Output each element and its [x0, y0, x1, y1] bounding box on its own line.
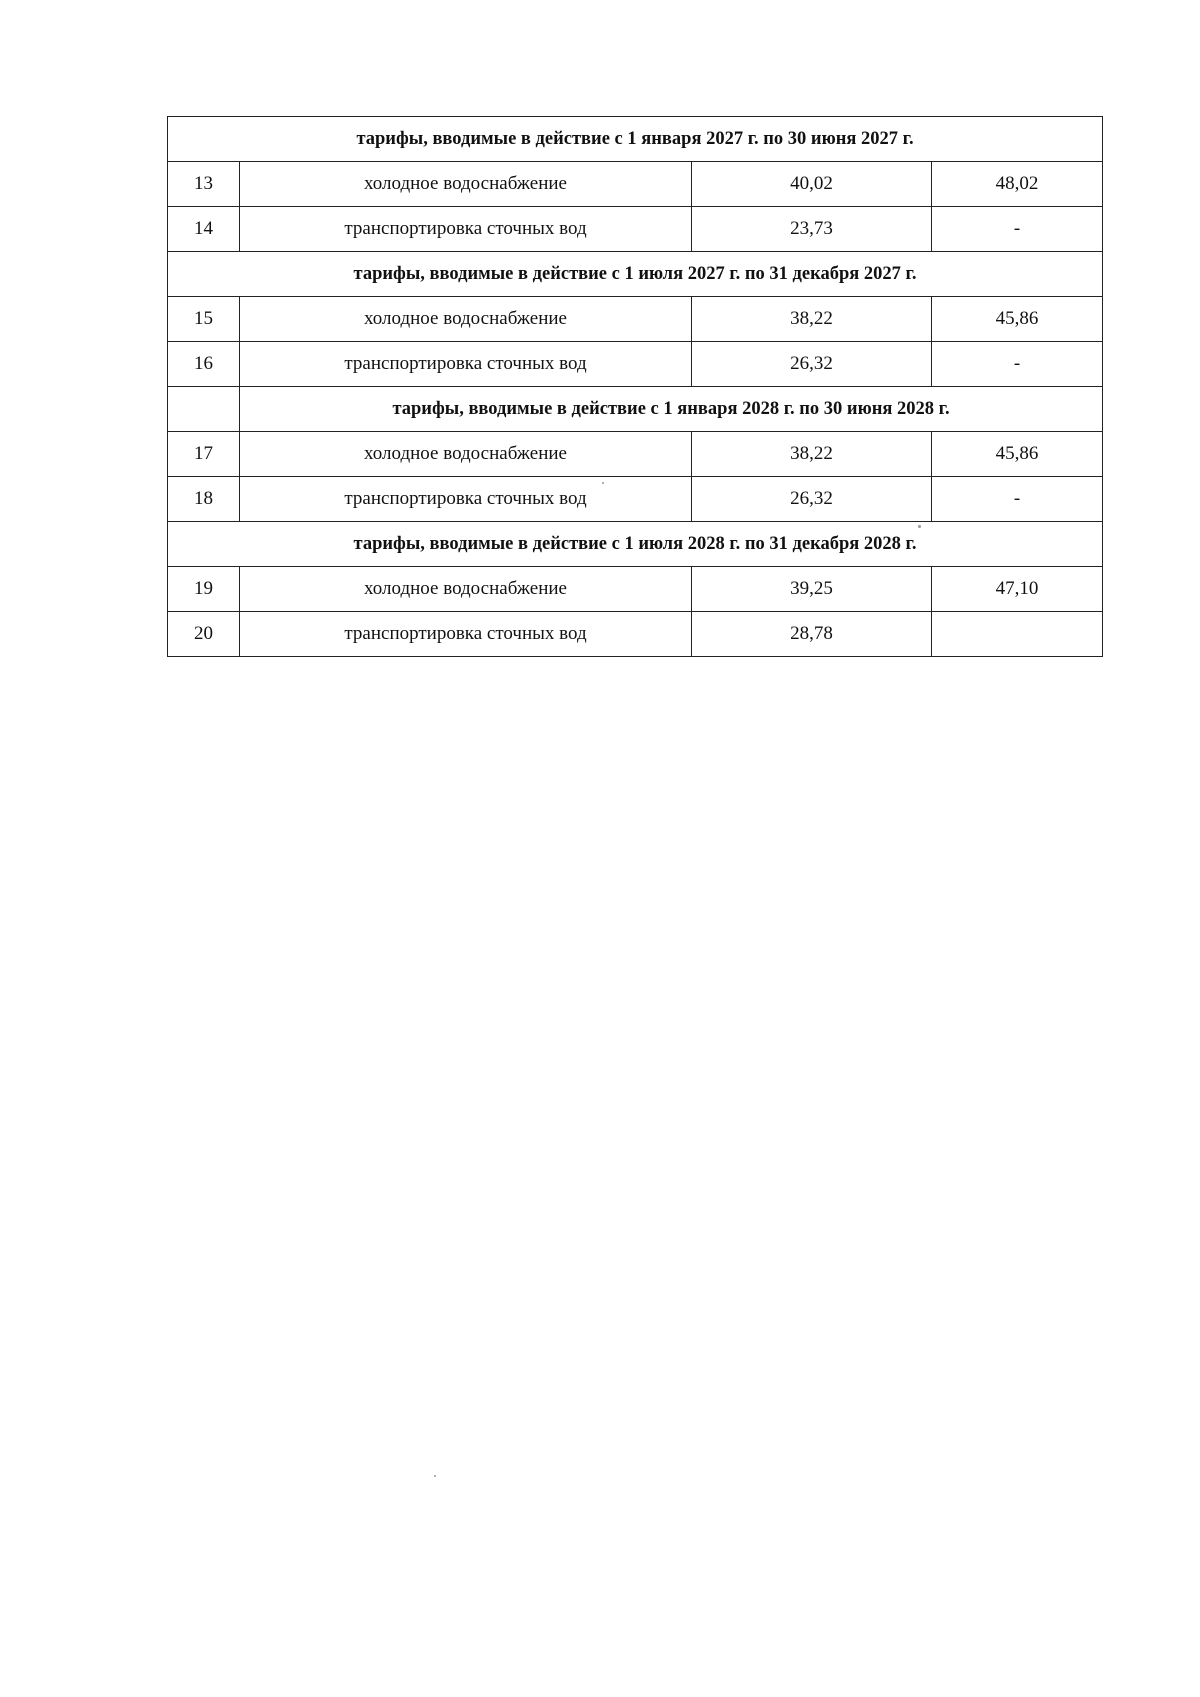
tariff-value: 28,78 — [692, 612, 932, 657]
tariff-value: 38,22 — [692, 432, 932, 477]
section-title: тарифы, вводимые в действие с 1 июля 2027 г. по 31 декабря 2027 г. — [168, 252, 1103, 297]
table-row — [168, 477, 1103, 522]
section-header-row — [168, 117, 1103, 162]
tariff-value-with-vat: 48,02 — [932, 162, 1103, 207]
tariff-value: 40,02 — [692, 162, 932, 207]
service-name: холодное водоснабжение — [240, 297, 692, 342]
service-name: транспортировка сточных вод — [240, 342, 692, 387]
row-number: 16 — [168, 342, 240, 387]
scan-speck — [434, 1475, 436, 1477]
row-number: 15 — [168, 297, 240, 342]
service-name: транспортировка сточных вод — [240, 612, 692, 657]
section-title: тарифы, вводимые в действие с 1 января 2028 г. по 30 июня 2028 г. — [240, 387, 1103, 432]
tariff-value-with-vat: 47,10 — [932, 567, 1103, 612]
service-name: транспортировка сточных вод — [240, 477, 692, 522]
row-number: 20 — [168, 612, 240, 657]
service-name: холодное водоснабжение — [240, 567, 692, 612]
tariff-value: 23,73 — [692, 207, 932, 252]
tariff-value-with-vat: - — [932, 207, 1103, 252]
scan-speck — [602, 482, 604, 484]
tariff-value-with-vat: 45,86 — [932, 297, 1103, 342]
tariff-value-with-vat — [932, 612, 1103, 657]
empty-cell — [168, 387, 240, 432]
table-row — [168, 342, 1103, 387]
service-name: холодное водоснабжение — [240, 162, 692, 207]
row-number: 18 — [168, 477, 240, 522]
tariff-table — [167, 116, 1103, 657]
table-row — [168, 612, 1103, 657]
table-row — [168, 567, 1103, 612]
row-number: 17 — [168, 432, 240, 477]
service-name: транспортировка сточных вод — [240, 207, 692, 252]
section-header-row — [168, 252, 1103, 297]
row-number: 19 — [168, 567, 240, 612]
section-header-row — [168, 522, 1103, 567]
tariff-value: 26,32 — [692, 342, 932, 387]
tariff-value-with-vat: - — [932, 342, 1103, 387]
section-title: тарифы, вводимые в действие с 1 июля 2028 г. по 31 декабря 2028 г. — [168, 522, 1103, 567]
table-row — [168, 207, 1103, 252]
tariff-value: 26,32 — [692, 477, 932, 522]
table-row — [168, 297, 1103, 342]
tariff-value-with-vat: - — [932, 477, 1103, 522]
row-number: 13 — [168, 162, 240, 207]
section-header-row — [168, 387, 1103, 432]
tariff-value-with-vat: 45,86 — [932, 432, 1103, 477]
tariff-value: 38,22 — [692, 297, 932, 342]
service-name: холодное водоснабжение — [240, 432, 692, 477]
table-row — [168, 432, 1103, 477]
row-number: 14 — [168, 207, 240, 252]
table-row — [168, 162, 1103, 207]
section-title: тарифы, вводимые в действие с 1 января 2027 г. по 30 июня 2027 г. — [168, 117, 1103, 162]
scan-speck — [918, 525, 921, 528]
tariff-value: 39,25 — [692, 567, 932, 612]
